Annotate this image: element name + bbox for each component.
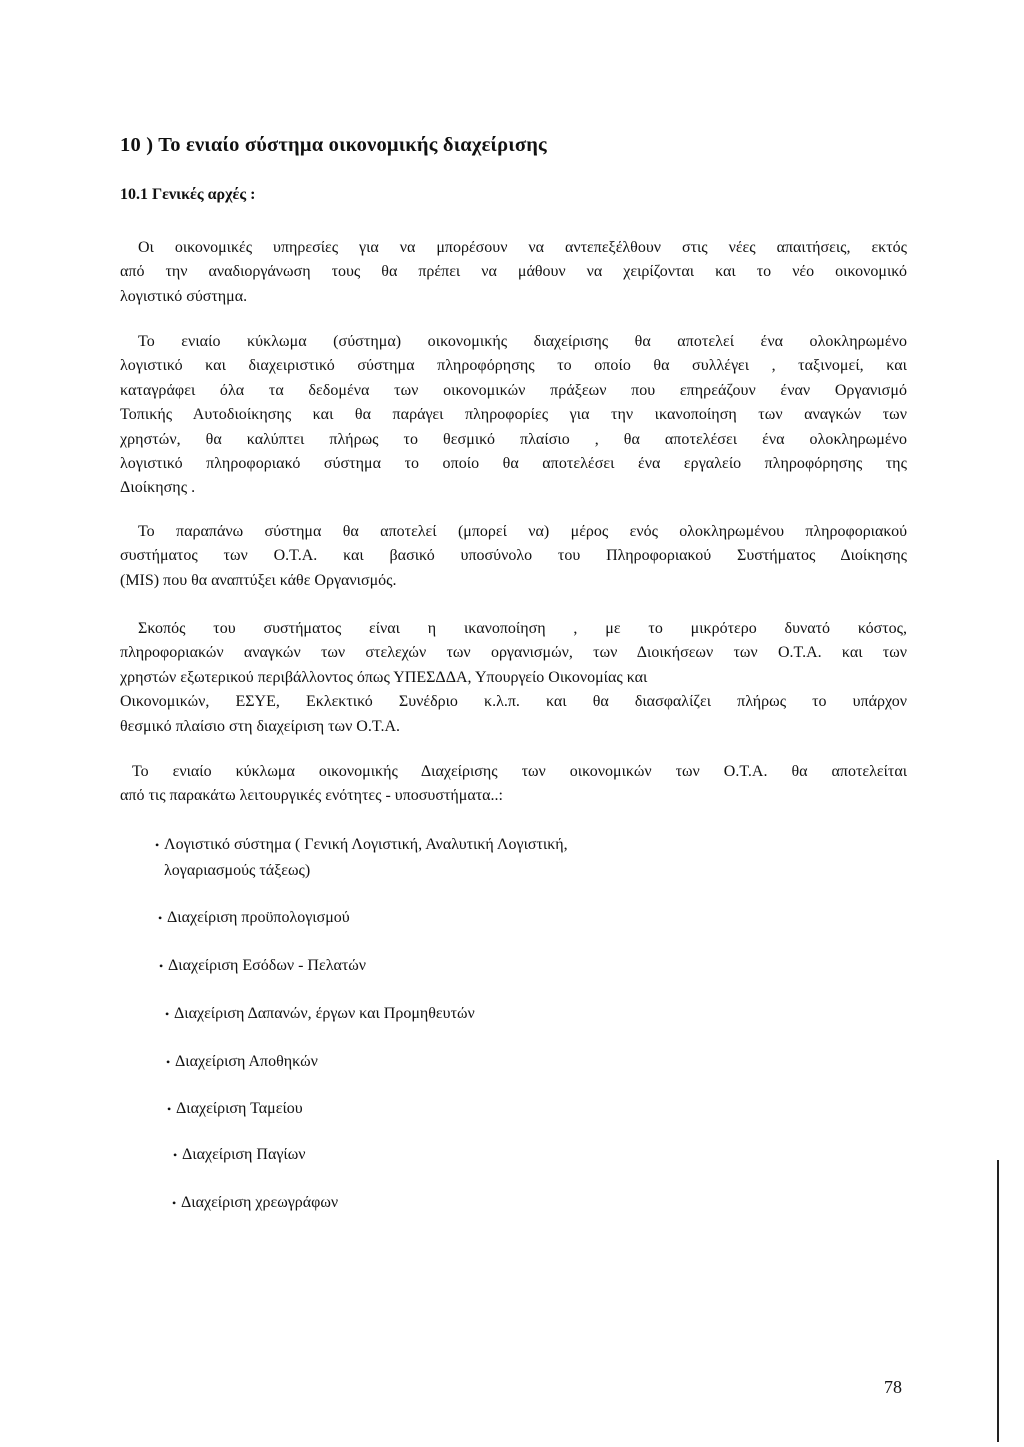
list-item-text: Διαχείριση Εσόδων - Πελατών xyxy=(168,957,367,974)
list-item-text: Διαχείριση Ταμείου xyxy=(176,1100,303,1117)
text-line: πληροφοριακών αναγκών των στελεχών των οργανισμών, των Διοικήσεων των Ο.Τ.Α. και των xyxy=(120,644,907,662)
bullet-icon: • xyxy=(158,911,163,925)
list-item xyxy=(158,906,350,930)
list-item xyxy=(165,1002,475,1026)
list-item-continuation xyxy=(164,859,310,883)
margin-rule xyxy=(997,1160,999,1442)
text-line: χρηστών εξωτερικού περιβάλλοντος όπως ΥΠΕΣΔΔΑ, Υπουργείο Οικονομίας και xyxy=(120,668,648,686)
page-number: 78 xyxy=(884,1377,902,1397)
section-title: 10 ) Το ενιαίο σύστημα οικονομικής διαχείρισης xyxy=(120,134,547,156)
text-line: Το ενιαίο κύκλωμα οικονομικής Διαχείρισης των οικονομικών των Ο.Τ.Α. θα αποτελείται xyxy=(132,763,907,780)
text-line: Διοίκησης . xyxy=(120,479,196,497)
text-line: καταγράφει όλα τα δεδομένα των οικονομικών πράξεων που επηρεάζουν έναν Οργανισμό xyxy=(120,381,907,399)
text-line: συστήματος των Ο.Τ.Α. και βασικό υποσύνολο του Πληροφοριακού Συστήματος Διοίκησης xyxy=(120,547,907,565)
bullet-icon: • xyxy=(165,1007,170,1021)
bullet-icon: • xyxy=(166,1055,171,1069)
paragraph-unified-system xyxy=(120,330,907,501)
text-line: από την αναδιοργάνωση τους θα πρέπει να μάθουν να χειρίζονται και το νέο οικονομικό xyxy=(120,263,907,281)
text-line: από τις παρακάτω λειτουργικές ενότητες - υποσυστήματα..: xyxy=(120,787,503,805)
bullet-icon: • xyxy=(167,1102,172,1116)
text-line: λογιστικό σύστημα. xyxy=(120,287,248,305)
text-line: θεσμικό πλαίσιο στη διαχείριση των Ο.Τ.Α. xyxy=(120,717,400,735)
list-item-text: Διαχείριση χρεωγράφων xyxy=(181,1194,339,1211)
list-item xyxy=(173,1143,305,1167)
text-line: (MIS) που θα αναπτύξει κάθε Οργανισμός. xyxy=(120,571,397,589)
text-line: Σκοπός του συστήματος είναι η ικανοποίηση , με το μικρότερο δυνατό κόστος, xyxy=(138,620,907,637)
text-line: Το ενιαίο κύκλωμα (σύστημα) οικονομικής διαχείρισης θα αποτελεί ένα ολοκληρωμένο xyxy=(138,333,907,350)
list-item xyxy=(159,954,366,978)
list-item xyxy=(166,1050,318,1074)
list-item-text: Διαχείριση Δαπανών, έργων και Προμηθευτών xyxy=(174,1005,475,1022)
list-item xyxy=(167,1097,303,1121)
paragraph-subsystems-intro xyxy=(120,760,907,809)
subsection-title: 10.1 Γενικές αρχές : xyxy=(120,186,256,203)
text-line: Οι οικονομικές υπηρεσίες για να μπορέσουν να αντεπεξέλθουν στις νέες απαιτήσεις, εκτός xyxy=(138,239,907,256)
bullet-icon: • xyxy=(172,1196,177,1210)
bullet-icon: • xyxy=(173,1148,178,1162)
list-item xyxy=(172,1191,338,1215)
text-line: χρηστών, θα καλύπτει πλήρως το θεσμικό πλαίσιο , θα αποτελέσει ένα ολοκληρωμένο xyxy=(120,430,907,448)
list-item-text: λογαριασμούς τάξεως) xyxy=(164,862,311,879)
text-line: λογιστικό και διαχειριστικό σύστημα πληροφόρησης το οποίο θα συλλέγει , ταξινομεί, και xyxy=(120,357,907,375)
paragraph-mis xyxy=(120,520,907,593)
text-line: Οικονομικών, ΕΣΥΕ, Εκλεκτικό Συνέδριο κ.λ.π. και θα διασφαλίζει πλήρως το υπάρχον xyxy=(120,693,907,711)
paragraph-intro xyxy=(120,236,907,309)
text-line: Τοπικής Αυτοδιοίκησης και θα παράγει πληροφορίες για την ικανοποίηση των αναγκών των xyxy=(120,406,907,424)
list-item-text: Διαχείριση Παγίων xyxy=(182,1146,306,1163)
bullet-icon: • xyxy=(155,838,160,852)
bullet-icon: • xyxy=(159,959,164,973)
paragraph-purpose xyxy=(120,617,907,739)
text-line: λογιστικό πληροφοριακό σύστημα το οποίο θα αποτελέσει ένα εργαλείο πληροφόρησης της xyxy=(120,455,907,473)
list-item-text: Διαχείριση προϋπολογισμού xyxy=(167,909,350,926)
list-item-text: Λογιστικό σύστημα ( Γενική Λογιστική, Αναλυτική Λογιστική, xyxy=(164,836,568,853)
list-item xyxy=(155,833,568,857)
text-line: Το παραπάνω σύστημα θα αποτελεί (μπορεί να) μέρος ενός ολοκληρωμένου πληροφοριακού xyxy=(138,523,907,540)
list-item-text: Διαχείριση Αποθηκών xyxy=(175,1053,318,1070)
